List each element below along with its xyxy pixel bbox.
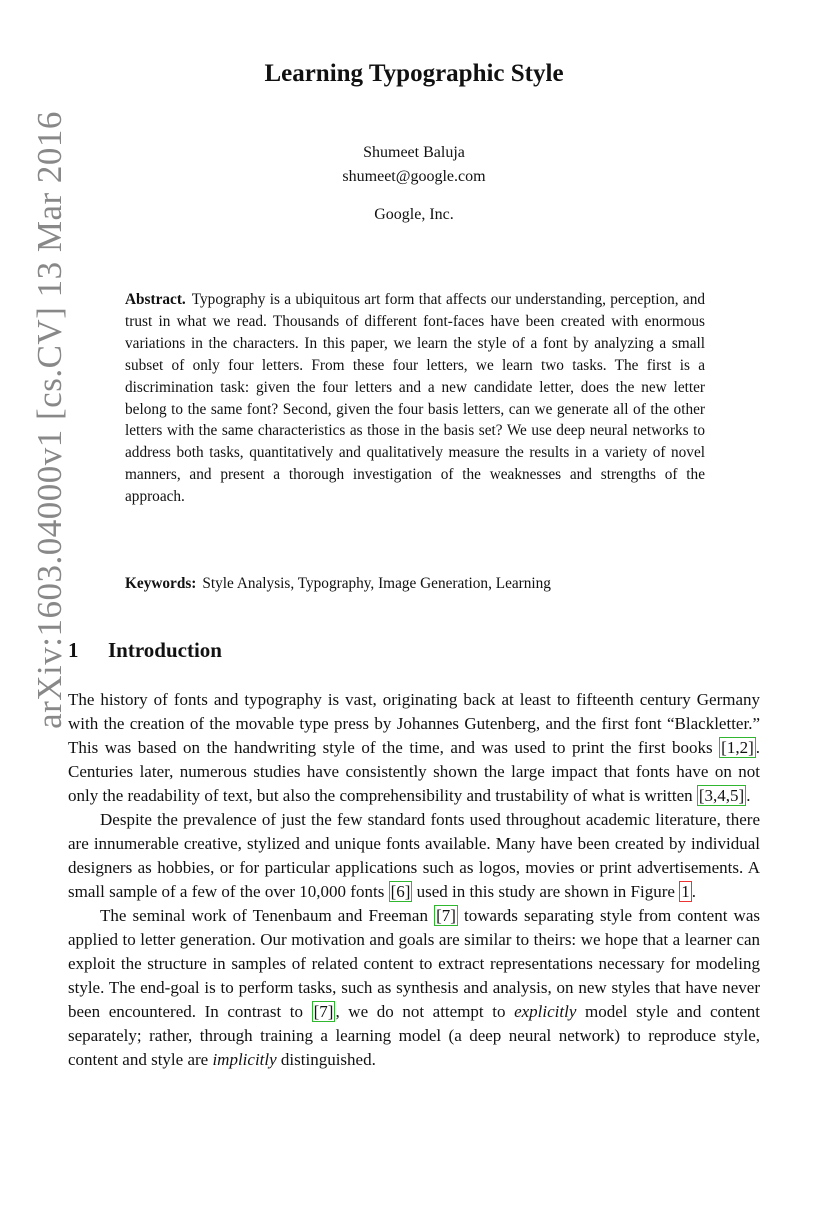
figure-link[interactable]: 1: [681, 882, 690, 901]
author-affiliation: Google, Inc.: [374, 206, 454, 223]
section-title: Introduction: [108, 638, 222, 662]
paper-title: Learning Typographic Style: [264, 60, 564, 87]
keywords: [125, 575, 725, 593]
emphasis: explicitly: [514, 1002, 577, 1021]
text-run: towards separating style from content was applied to letter generation. Our motivation and goals are similar to theirs: we hope that a learner can exploit the structure in samples of related content to extract representations necessary for modeling style. The end-goal is to perform tasks, such as synthesis and analysis, on new styles that have never been encountered. In contrast to: [68, 906, 760, 1021]
abstract-text: Typography is a ubiquitous art form that affects our understanding, perception, and trust in what we read. Thousands of different font-faces have been created with enormous variations in the characters. In this paper, we learn the style of a font by analyzing a small subset of only four letters. From these four letters, we learn two tasks. The first is a discrimination task: given the four letters and a new candidate letter, does the new letter belong to the same font? Second, given the four basis letters, can we generate all of the other letters with the same characteristics as those in the basis set? We use deep neural networks to address both tasks, quantitatively and qualitatively measure the results in a variety of novel manners, and present a thorough investigation of the weaknesses and strengths of the approach.: [125, 291, 705, 506]
author-email: shumeet@google.com: [342, 168, 486, 185]
section-heading: [68, 638, 222, 663]
body-text: [68, 688, 760, 1072]
citation-link[interactable]: [6]: [390, 882, 411, 901]
paragraph-2: [68, 808, 760, 904]
citation-link[interactable]: [3,4,5]: [698, 786, 745, 805]
text-run: . Centuries later, numerous studies have consistently shown the large impact that fonts have on not only the readability of text, but also the comprehensibility and trustability of what is written: [68, 738, 760, 805]
author-name: Shumeet Baluja: [363, 144, 465, 161]
citation-link[interactable]: [1,2]: [721, 738, 754, 757]
citation-link[interactable]: [7]: [436, 906, 456, 925]
arxiv-identifier-stamp: arXiv:1603.04000v1 [cs.CV] 13 Mar 2016: [30, 111, 69, 729]
paragraph-3: [68, 904, 760, 1072]
abstract: [125, 289, 705, 508]
abstract-label: Abstract.: [125, 291, 186, 308]
text-run: used in this study are shown in Figure: [412, 882, 680, 901]
keywords-label: Keywords:: [125, 575, 197, 592]
emphasis: implicitly: [212, 1050, 277, 1069]
paragraph-1: [68, 688, 760, 808]
text-run: distinguished.: [276, 1050, 376, 1069]
text-run: .: [746, 786, 751, 805]
text-run: , we do not attempt to: [335, 1002, 515, 1021]
text-run: model style and content separately; rather, through training a learning model (a deep neural network) to reproduce style, content and style are: [68, 1002, 760, 1069]
text-run: Despite the prevalence of just the few standard fonts used throughout academic literature, there are innumerable creative, stylized and unique fonts available. Many have been created by individual designers as hobbies, or for particular applications such as logos, movies or print advertisements. A small sample of a few of the over 10,000 fonts: [68, 810, 760, 901]
text-run: The history of fonts and typography is vast, originating back at least to fifteenth century Germany with the creation of the movable type press by Johannes Gutenberg, and the first font “Blackletter.” This was based on the handwriting style of the time, and was used to print the first books: [68, 690, 760, 757]
section-number: 1: [68, 638, 79, 662]
author-block: [0, 141, 828, 189]
text-run: The seminal work of Tenenbaum and Freeman: [100, 906, 435, 925]
citation-link[interactable]: [7]: [313, 1002, 334, 1021]
text-run: .: [691, 882, 696, 901]
keywords-text: Style Analysis, Typography, Image Generation, Learning: [202, 575, 551, 592]
